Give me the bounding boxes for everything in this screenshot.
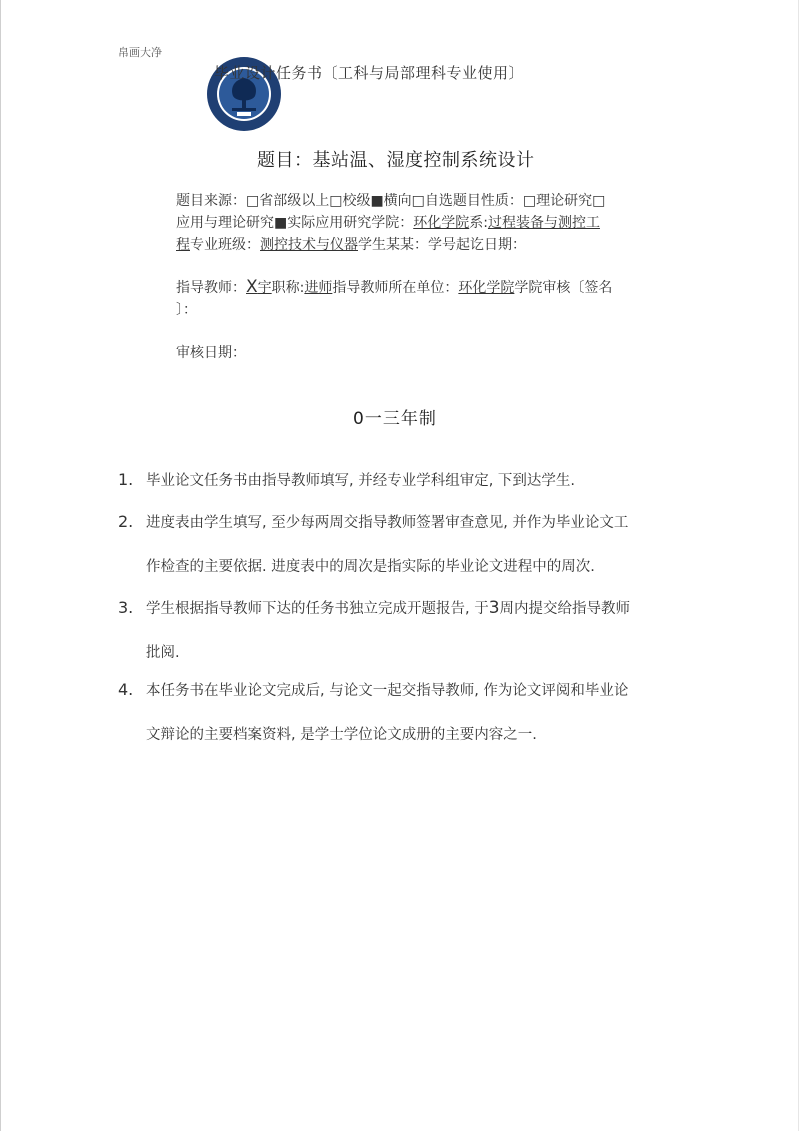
major-value: 测控技术与仪器 <box>260 237 358 253</box>
list-item: 3. 学生根据指导教师下达的任务书独立完成开题报告, 于3周内提交给指导教师 批阅. <box>118 598 631 661</box>
advisor-line: 指导教师：X宇职称:进师指导教师所在单位：环化学院学院审核〔签名 <box>176 277 613 297</box>
advisor-x: X <box>246 277 258 297</box>
college-value: 环化学院 <box>413 215 470 231</box>
review-end: 〕： <box>176 302 197 318</box>
dept-value: 过程装备与测控工 <box>487 215 600 231</box>
year-label: 0一三年制 <box>353 409 437 429</box>
college-line: 应用与理论研究■实际应用研究学院：环化学院系:过程装备与测控工 <box>176 215 600 231</box>
document-title: 毕业设计任务书〔工科与局部理科专业使用〕 <box>214 64 525 82</box>
advisor-block <box>176 276 696 321</box>
topic-label: 题目： <box>257 150 313 171</box>
list-item: 1. 毕业论文任务书由指导教师填写, 并经专业学科组审定, 下到达学生. <box>118 470 576 489</box>
review-date: 审核日期： <box>176 345 246 361</box>
topic-heading <box>257 146 535 172</box>
list-item: 2. 进度表由学生填写, 至少每两周交指导教师签署审查意见, 并作为毕业论文工 作检查的主要依据. 进度表中的周次是指实际的毕业论文进程中的周次. <box>118 512 629 575</box>
advisor-name: 宇 <box>257 280 272 296</box>
watermark-text: 帛画大净 <box>118 46 162 59</box>
list-item: 4. 本任务书在毕业论文完成后, 与论文一起交指导教师, 作为论文评阅和毕业论 文辩论的主要档案资料, 是学士学位论文成册的主要内容之一. <box>118 680 629 743</box>
source-line: 题目来源：□省部级以上□校级■横向□自选题目性质：□理论研究□ <box>176 193 606 209</box>
info-block <box>176 190 696 256</box>
major-line: 程专业班级：测控技术与仪器学生某某：学号起讫日期： <box>176 237 526 253</box>
advisor-unit: 环化学院 <box>458 280 515 296</box>
advisor-title: 进师 <box>304 280 333 296</box>
topic-value: 基站温、湿度控制系统设计 <box>312 150 535 171</box>
